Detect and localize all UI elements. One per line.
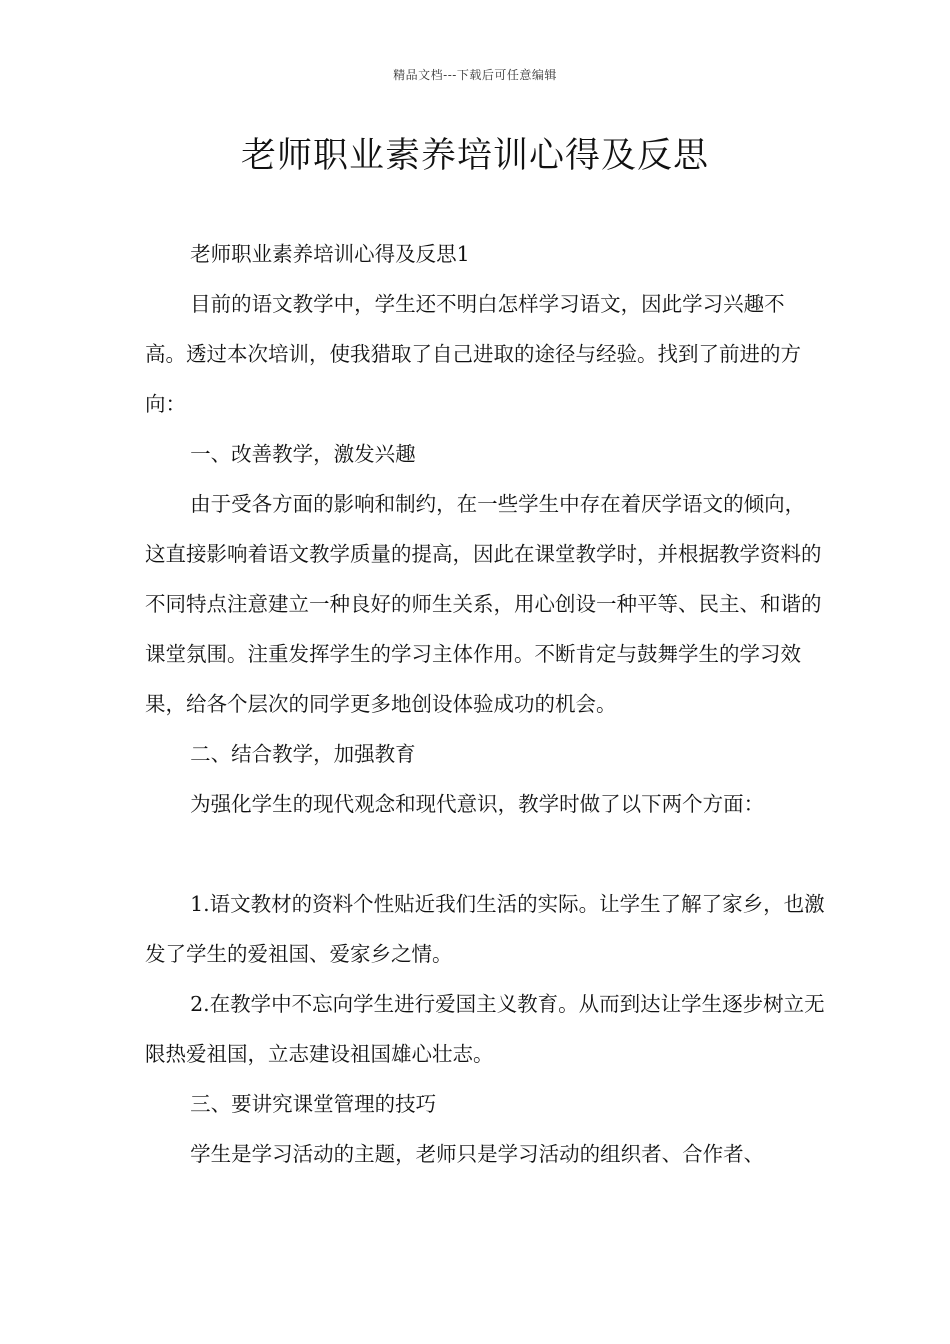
document-title: 老师职业素养培训心得及反思 — [240, 136, 709, 176]
subheading-improve-teaching: 一、改善教学，激发兴趣 — [190, 442, 416, 466]
paragraph-intro: 目前的语文教学中，学生还不明白怎样学习语文，因此学习兴趣不高。透过本次培训，使我猎取了自己进取的途径与经验。找到了前进的方向： — [145, 292, 801, 416]
paragraph-improve-teaching: 由于受各方面的影响和制约，在一些学生中存在着厌学语文的倾向，这直接影响着语文教学质量的提高，因此在课堂教学时，并根据教学资料的不同特点注意建立一种良好的师生关系，用心创设一种平等、民主、和谐的课堂氛围。注重发挥学生的学习主体作用。不断肯定与鼓舞学生的学习效果，给各个层次的同学更多地创设体验成功的机会。 — [145, 492, 822, 716]
list-item-1: 1.语文教材的资料个性贴近我们生活的实际。让学生了解了家乡，也激发了学生的爱祖国、爱家乡之情。 — [145, 892, 825, 966]
paragraph-combine-education: 为强化学生的现代观念和现代意识，教学时做了以下两个方面： — [190, 792, 765, 816]
list-item-2: 2.在教学中不忘向学生进行爱国主义教育。从而到达让学生逐步树立无限热爱祖国，立志建设祖国雄心壮志。 — [145, 992, 825, 1066]
subheading-classroom-management: 三、要讲究课堂管理的技巧 — [190, 1092, 437, 1116]
paragraph-classroom-management: 学生是学习活动的主题，老师只是学习活动的组织者、合作者、 — [190, 1142, 765, 1166]
subheading-combine-education: 二、结合教学，加强教育 — [190, 742, 416, 766]
document-body — [145, 229, 825, 1179]
section-heading-1: 老师职业素养培训心得及反思1 — [190, 242, 470, 266]
header-note: 精品文档---下载后可任意编辑 — [393, 68, 557, 82]
